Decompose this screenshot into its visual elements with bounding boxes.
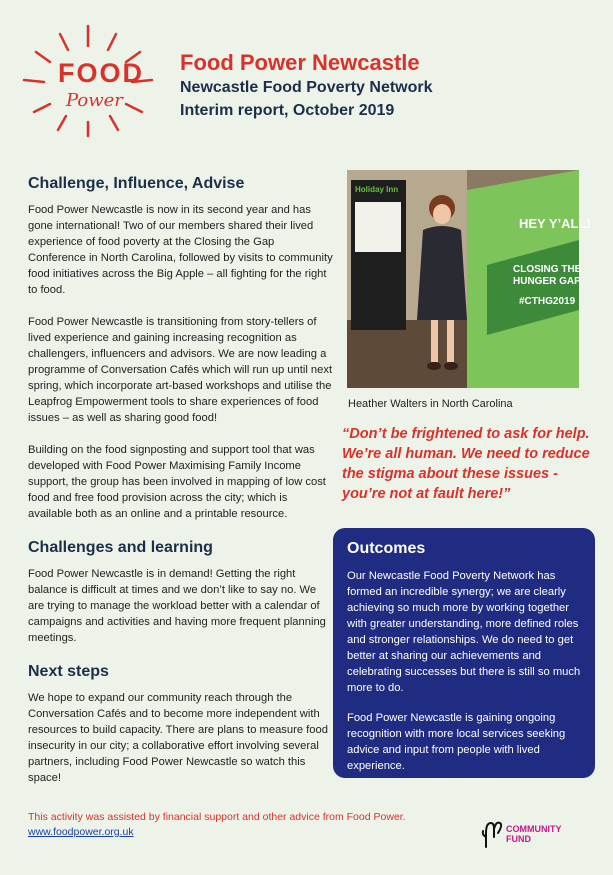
- website-link[interactable]: www.foodpower.org.uk: [28, 826, 134, 838]
- section-heading: Challenges and learning: [28, 539, 213, 556]
- banner-text: #CTHG2019: [519, 296, 576, 307]
- paragraph: We hope to expand our community reach through the Conversation Cafés and to become more independent with resources to build capacity. There are plans to measure food insecurity in our city; a collaborative effort involving several partners, including Food Power Newcastle so watch this space!: [28, 692, 328, 784]
- paragraph: Food Power Newcastle is now in its second year and has gone international! Two of our members shared their lived experience of food poverty at the Closing the Gap Conference in North Carolina, followed by visits to community food initiatives across the Big Apple – all fighting for the right to food.: [28, 204, 333, 296]
- paragraph: Food Power Newcastle is transitioning from story-tellers of lived experience and gaining increasing recognition as challengers, influencers and advisors. We are now leading a programme of Conversation Cafés which will run up until next spring, which incorporate art-based workshops and utilise the Leapfrog Empowerment tools to share experiences of food issues – as well as sharing good food!: [28, 316, 333, 424]
- logo-word-power: Power: [66, 90, 123, 111]
- paragraph: Building on the food signposting and support tool that was developed with Food Power Maximising Family Income support, the group has been involved in mapping of low cost food and free food provision across the city; which is available both as an online and a printable resource.: [28, 444, 326, 520]
- crossed-fingers-icon: [478, 819, 506, 849]
- sign-brand-text: Holiday Inn: [355, 185, 399, 194]
- pull-quote: “Don’t be frightened to ask for help. We’re all human. We need to reduce the stigma about these issues - you’re not at fault here!”: [342, 426, 590, 502]
- banner-text: CLOSING THE: [513, 264, 582, 275]
- report-date: Interim report, October 2019: [180, 102, 395, 119]
- report-header: [180, 50, 433, 122]
- funder-line: FUND: [506, 834, 531, 844]
- footer: [28, 810, 406, 840]
- photo-caption: Heather Walters in North Carolina: [348, 398, 513, 410]
- banner-text: HUNGER GAP: [513, 276, 581, 287]
- outcomes-box: [333, 528, 595, 778]
- outcomes-heading: Outcomes: [347, 540, 426, 557]
- logo-word-food: FOOD: [58, 58, 144, 88]
- funding-note: This activity was assisted by financial support and other advice from Food Power.: [28, 811, 406, 823]
- funder-line: COMMUNITY: [506, 824, 562, 834]
- outcomes-paragraph: Our Newcastle Food Poverty Network has formed an incredible synergy; we are clearly achieving so much more by working together with greater understanding, more defined roles and stronger relationships. We do need to get better at sharing our achievements and celebrating successes but there is still so much more to do.: [347, 570, 581, 694]
- photo-illustration: [347, 170, 591, 388]
- banner-text: HEY Y’ALL!: [519, 216, 591, 231]
- section-heading: Challenge, Influence, Advise: [28, 175, 245, 192]
- outcomes-paragraph: Food Power Newcastle is gaining ongoing recognition with more local services seeking advice and input from people with lived experience.: [347, 712, 566, 772]
- network-name: Newcastle Food Poverty Network: [180, 79, 433, 96]
- main-column: [28, 174, 334, 802]
- food-power-logo: [14, 20, 164, 140]
- section-heading: Next steps: [28, 663, 109, 680]
- paragraph: Food Power Newcastle is in demand! Getting the right balance is difficult at times and we don’t like to say no. We are trying to manage the workload better with a calendar of campaigns and activities and having more frequent planning meetings.: [28, 568, 326, 644]
- conference-photo: [347, 170, 591, 388]
- community-fund-logo: [478, 815, 588, 855]
- page-title: Food Power Newcastle: [180, 50, 420, 75]
